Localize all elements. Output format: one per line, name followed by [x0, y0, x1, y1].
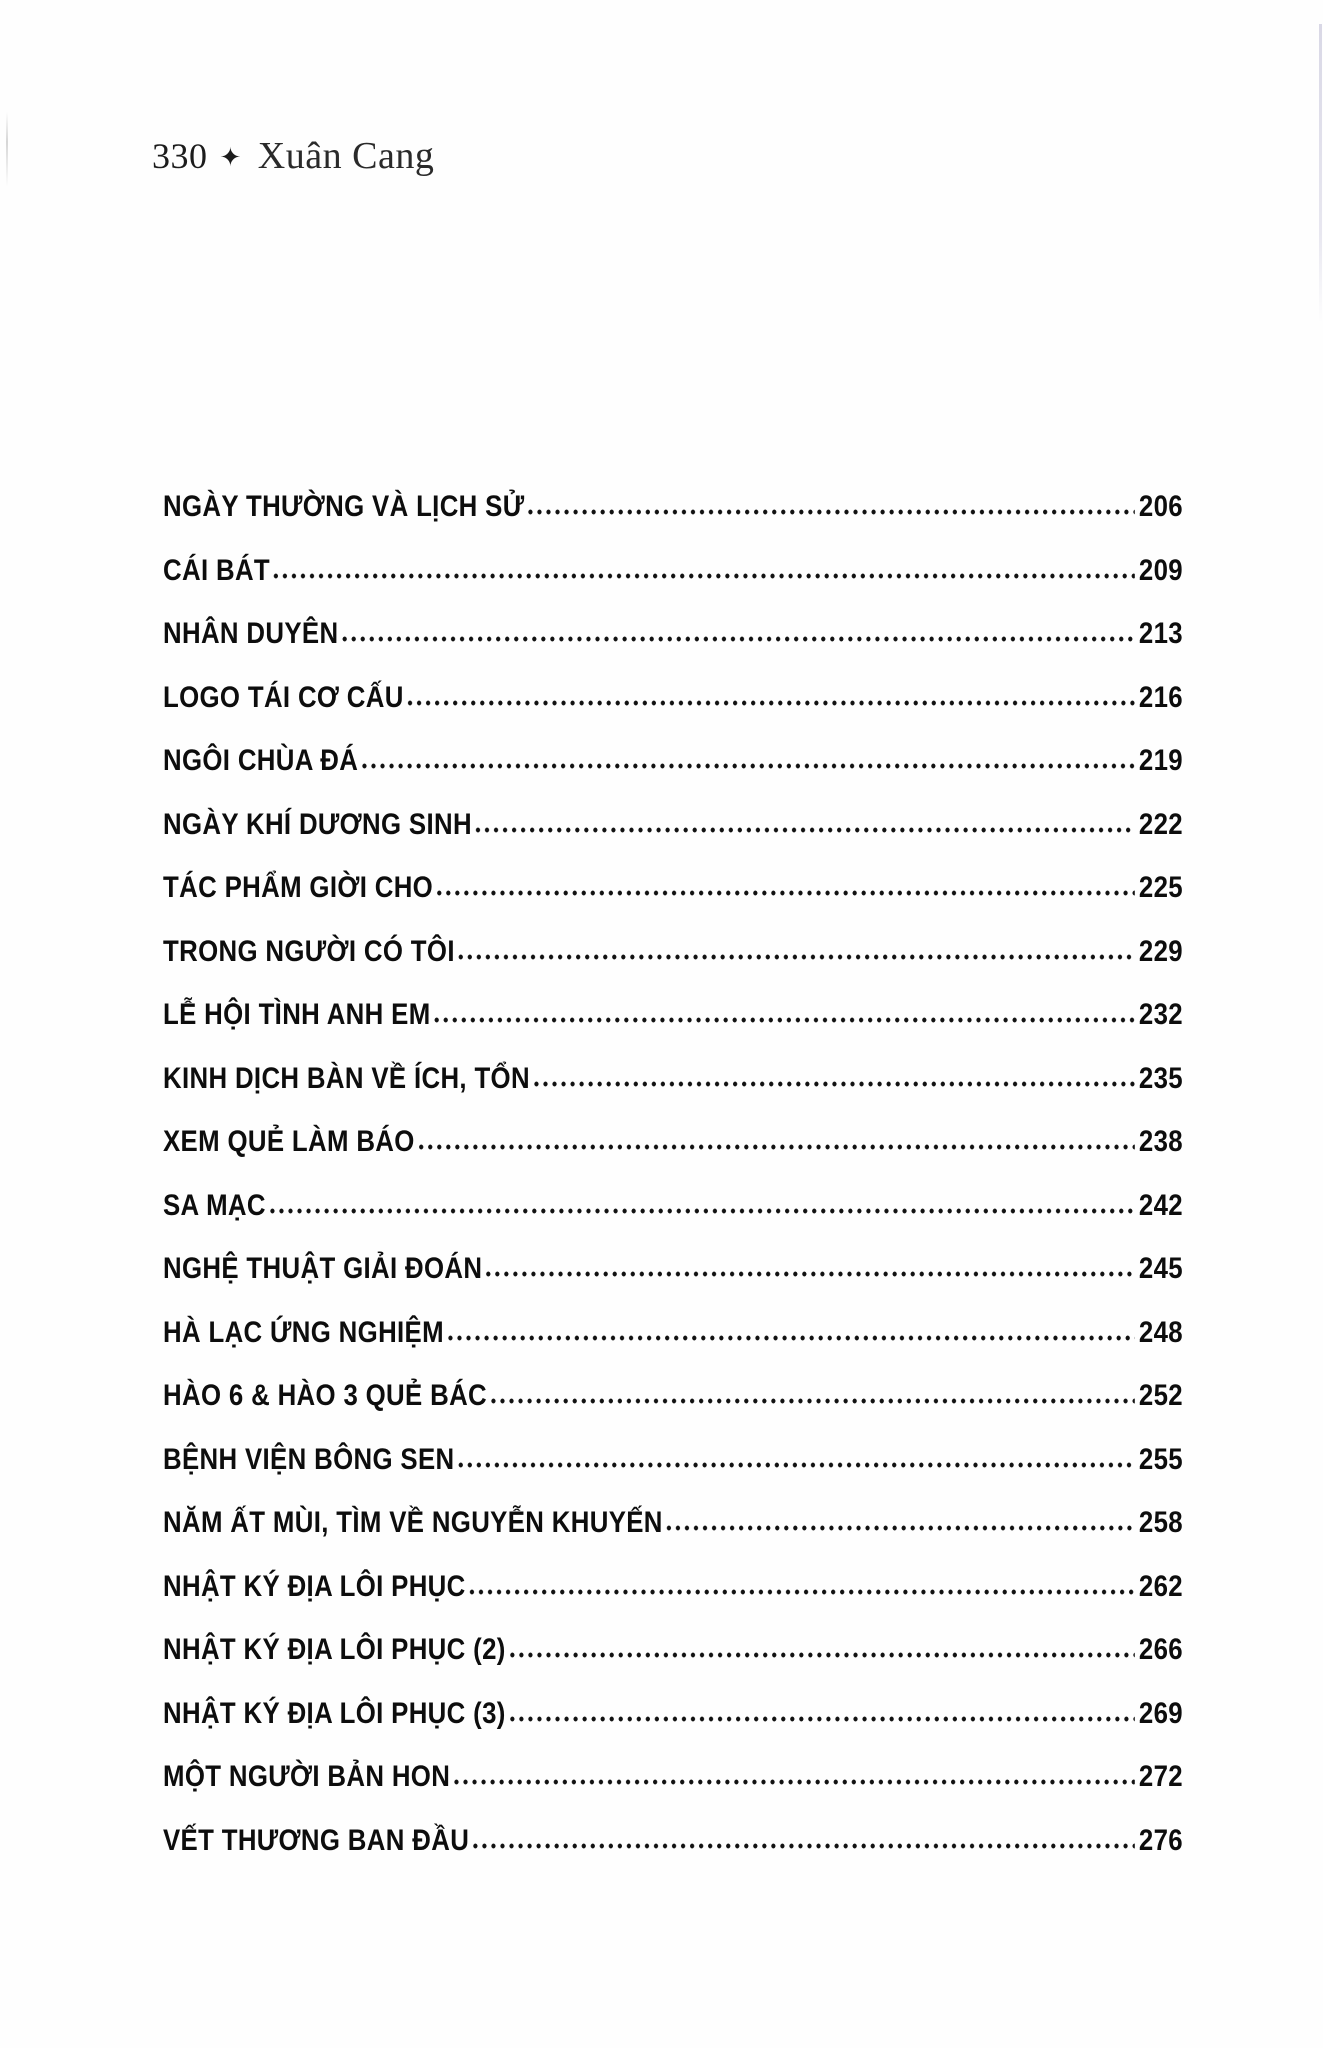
toc-entry-title: VẾT THƯƠNG BAN ĐẦU	[163, 1823, 470, 1857]
toc-entry-page: 209	[1138, 553, 1183, 587]
toc-entry-title: NHẬT KÝ ĐỊA LÔI PHỤC (3)	[163, 1696, 506, 1730]
toc-entry-page: 222	[1138, 807, 1183, 841]
toc-entry-page: 225	[1138, 871, 1183, 904]
dot-leader	[446, 1334, 1135, 1342]
toc-entry	[163, 1316, 1183, 1380]
toc-entry	[163, 808, 1183, 872]
dot-leader	[532, 1080, 1135, 1088]
toc-entry-title: NHÂN DUYÊN	[163, 617, 339, 650]
diamond-ornament-icon: ✦	[219, 143, 242, 173]
dot-leader	[474, 826, 1135, 834]
toc-entry-title: NGÀY KHÍ DƯƠNG SINH	[163, 807, 472, 841]
toc-entry-page: 219	[1138, 744, 1183, 777]
toc-entry	[163, 1125, 1183, 1189]
toc-entry	[163, 490, 1183, 554]
toc-entry-page: 242	[1138, 1188, 1183, 1222]
table-of-contents	[163, 490, 1183, 1887]
toc-entry-page: 276	[1138, 1823, 1183, 1857]
toc-entry-page: 262	[1138, 1569, 1183, 1603]
toc-entry-page: 232	[1138, 998, 1183, 1031]
toc-entry	[163, 554, 1183, 618]
toc-entry-title: HÀ LẠC ỨNG NGHIỆM	[163, 1315, 444, 1349]
toc-entry-title: CÁI BÁT	[163, 553, 271, 587]
toc-entry	[163, 1824, 1183, 1888]
toc-entry-page: 266	[1138, 1633, 1183, 1666]
toc-entry-title: LOGO TÁI CƠ CẤU	[163, 680, 404, 714]
toc-entry-title: KINH DỊCH BÀN VỀ ÍCH, TỔN	[163, 1061, 530, 1095]
toc-entry-page: 245	[1138, 1252, 1183, 1285]
toc-entry-title: XEM QUẺ LÀM BÁO	[163, 1125, 415, 1158]
toc-entry	[163, 1760, 1183, 1824]
dot-leader	[457, 953, 1135, 961]
toc-entry	[163, 1506, 1183, 1570]
dot-leader	[435, 889, 1135, 897]
toc-entry-page: 255	[1138, 1442, 1183, 1476]
toc-entry	[163, 744, 1183, 808]
toc-entry	[163, 1062, 1183, 1126]
dot-leader	[272, 572, 1135, 580]
toc-entry	[163, 935, 1183, 999]
dot-leader	[340, 635, 1135, 643]
dot-leader	[268, 1207, 1135, 1215]
toc-entry-title: TÁC PHẨM GIỜI CHO	[163, 871, 434, 904]
toc-entry-page: 206	[1138, 490, 1183, 523]
dot-leader	[526, 508, 1135, 516]
toc-entry	[163, 617, 1183, 681]
dot-leader	[452, 1778, 1135, 1786]
dot-leader	[416, 1143, 1134, 1151]
toc-entry-title: NHẬT KÝ ĐỊA LÔI PHỤC (2)	[163, 1633, 506, 1666]
dot-leader	[484, 1270, 1135, 1278]
toc-entry	[163, 1697, 1183, 1761]
toc-entry-title: NĂM ẤT MÙI, TÌM VỀ NGUYỄN KHUYẾN	[163, 1506, 663, 1539]
toc-entry-page: 229	[1138, 934, 1183, 968]
dot-leader	[507, 1651, 1134, 1659]
toc-entry	[163, 998, 1183, 1062]
toc-entry-page: 213	[1138, 617, 1183, 650]
dot-leader	[665, 1524, 1135, 1532]
toc-entry	[163, 871, 1183, 935]
dot-leader	[467, 1588, 1134, 1596]
toc-entry-page: 235	[1138, 1061, 1183, 1095]
toc-entry-title: NGÀY THƯỜNG VÀ LỊCH SỬ	[163, 490, 525, 523]
toc-entry-title: BỆNH VIỆN BÔNG SEN	[163, 1442, 455, 1476]
running-header	[152, 134, 434, 184]
author-name: Xuân Cang	[257, 135, 435, 177]
toc-entry	[163, 1189, 1183, 1253]
toc-entry	[163, 1252, 1183, 1316]
toc-entry-title: NHẬT KÝ ĐỊA LÔI PHỤC	[163, 1569, 466, 1603]
toc-entry-page: 252	[1138, 1379, 1183, 1412]
dot-leader	[456, 1461, 1135, 1469]
toc-entry-page: 248	[1138, 1315, 1183, 1349]
toc-entry-title: NGÔI CHÙA ĐÁ	[163, 744, 359, 777]
page-number: 330	[152, 136, 208, 176]
toc-entry-title: LỄ HỘI TÌNH ANH EM	[163, 998, 431, 1031]
toc-entry-title: SA MẠC	[163, 1188, 266, 1222]
toc-entry-title: MỘT NGƯỜI BẢN HON	[163, 1760, 451, 1793]
toc-entry	[163, 1443, 1183, 1507]
toc-entry-page: 258	[1138, 1506, 1183, 1539]
dot-leader	[507, 1715, 1134, 1723]
toc-entry-page: 216	[1138, 680, 1183, 714]
toc-entry-page: 238	[1138, 1125, 1183, 1158]
dot-leader	[471, 1842, 1135, 1850]
toc-entry-title: TRONG NGƯỜI CÓ TÔI	[163, 934, 455, 968]
toc-entry	[163, 681, 1183, 745]
page-edge-shadow-left	[6, 112, 8, 187]
toc-entry-page: 272	[1138, 1760, 1183, 1793]
toc-entry-title: NGHỆ THUẬT GIẢI ĐOÁN	[163, 1252, 483, 1285]
toc-entry-title: HÀO 6 & HÀO 3 QUẺ BÁC	[163, 1379, 488, 1412]
toc-entry	[163, 1633, 1183, 1697]
page-edge-shadow-right	[1319, 24, 1322, 324]
dot-leader	[405, 699, 1134, 707]
toc-entry-page: 269	[1138, 1696, 1183, 1730]
dot-leader	[432, 1016, 1135, 1024]
dot-leader	[360, 762, 1135, 770]
dot-leader	[489, 1397, 1135, 1405]
toc-entry	[163, 1570, 1183, 1634]
toc-entry	[163, 1379, 1183, 1443]
